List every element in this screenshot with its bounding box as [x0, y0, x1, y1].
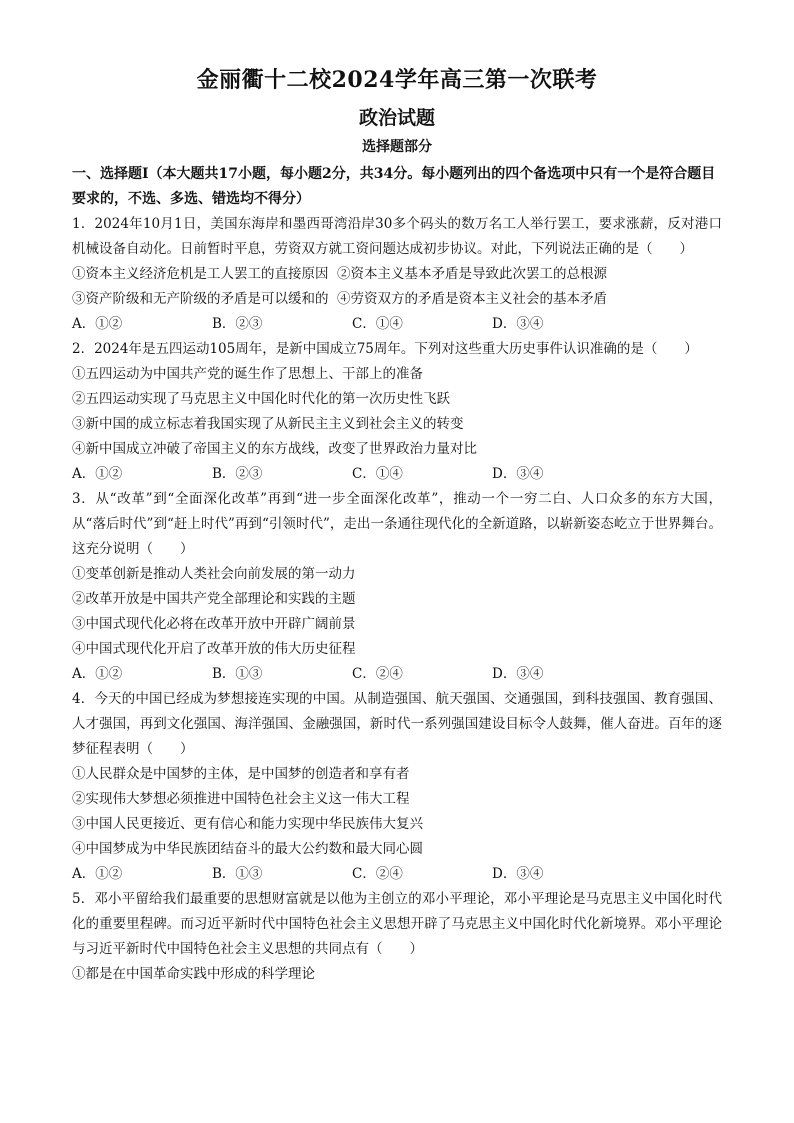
statement: ④中国梦成为中华民族团结奋斗的最大公约数和最大同心圆 — [72, 841, 423, 857]
subject-title: 政治试题 — [358, 107, 435, 129]
option-c[interactable]: C．①④ — [352, 466, 403, 482]
question-4 — [72, 687, 722, 887]
option-a[interactable]: A．①② — [72, 866, 123, 882]
option-c[interactable]: C．②④ — [352, 666, 403, 682]
statement-row — [72, 262, 722, 287]
statement: ①资本主义经济危机是工人罢工的直接原因 — [72, 266, 329, 282]
statement: ②资本主义基本矛盾是导致此次罢工的总根源 — [337, 266, 607, 282]
statement: ②改革开放是中国共产党全部理论和实践的主题 — [72, 591, 356, 607]
statement: ①五四运动为中国共产党的诞生作了思想上、干部上的准备 — [72, 366, 423, 382]
question-3 — [72, 487, 722, 687]
exam-page — [72, 66, 722, 987]
statement: ①人民群众是中国梦的主体，是中国梦的创造者和享有者 — [72, 766, 410, 782]
answer-options — [72, 312, 722, 337]
statement: ④劳资双方的矛盾是资本主义社会的基本矛盾 — [337, 291, 607, 307]
part-heading: 选择题部分 — [362, 139, 432, 155]
question-5 — [72, 887, 722, 987]
section-heading: 一、选择题Ⅰ（本大题共17小题，每小题2分，共34分。每小题列出的四个备选项中只有一个是符合题目要求的，不选、多选、错选均不得分） — [72, 166, 716, 207]
question-stem: 1．2024年10月1日，美国东海岸和墨西哥湾沿岸30多个码头的数万名工人举行罢工，要求涨薪，反对港口机械设备自动化。日前暂时平息，劳资双方就工资问题达成初步协议。对此，下列说法正确的是（ ） — [72, 216, 722, 257]
option-a[interactable]: A．①② — [72, 666, 123, 682]
option-b[interactable]: B．①③ — [212, 666, 263, 682]
exam-title: 金丽衢十二校2024学年高三第一次联考 — [196, 67, 598, 93]
option-a[interactable]: A．①② — [72, 316, 123, 332]
question-stem: 4．今天的中国已经成为梦想接连实现的中国。从制造强国、航天强国、交通强国，到科技强国、教育强国、人才强国，再到文化强国、海洋强国、金融强国，新时代一系列强国建设目标令人鼓舞，催人奋进。百年的逐梦征程表明（ ） — [72, 691, 722, 757]
statement: ④新中国成立冲破了帝国主义的东方战线，改变了世界政治力量对比 — [72, 441, 477, 457]
statement-row — [72, 287, 722, 312]
answer-options — [72, 462, 722, 487]
option-b[interactable]: B．②③ — [212, 466, 263, 482]
statement: ③资产阶级和无产阶级的矛盾是可以缓和的 — [72, 291, 329, 307]
option-d[interactable]: D．③④ — [492, 866, 544, 882]
option-d[interactable]: D．③④ — [492, 316, 544, 332]
statement: ④中国式现代化开启了改革开放的伟大历史征程 — [72, 641, 356, 657]
answer-options — [72, 662, 722, 687]
question-stem: 2．2024年是五四运动105周年，是新中国成立75周年。下列对这些重大历史事件认识准确的是（ ） — [72, 341, 698, 357]
option-a[interactable]: A．①② — [72, 466, 123, 482]
option-b[interactable]: B．①③ — [212, 866, 263, 882]
option-d[interactable]: D．③④ — [492, 666, 544, 682]
question-2 — [72, 337, 722, 487]
option-d[interactable]: D．③④ — [492, 466, 544, 482]
statement: ③新中国的成立标志着我国实现了从新民主主义到社会主义的转变 — [72, 416, 464, 432]
option-b[interactable]: B．②③ — [212, 316, 263, 332]
option-c[interactable]: C．①④ — [352, 316, 403, 332]
question-stem: 5．邓小平留给我们最重要的思想财富就是以他为主创立的邓小平理论，邓小平理论是马克思主义中国化时代化的重要里程碑。而习近平新时代中国特色社会主义思想开辟了马克思主义中国化时代化新境界。邓小平理论与习近平新时代中国特色社会主义思想的共同点有（ ） — [72, 891, 722, 957]
answer-options — [72, 862, 722, 887]
option-c[interactable]: C．②④ — [352, 866, 403, 882]
statement: ①变革创新是推动人类社会向前发展的第一动力 — [72, 566, 356, 582]
statement: ③中国人民更接近、更有信心和能力实现中华民族伟大复兴 — [72, 816, 423, 832]
question-stem: 3．从“改革”到“全面深化改革”再到“进一步全面深化改革”，推动一个一穷二白、人口众多的东方大国，从“落后时代”到“赶上时代”再到“引领时代”，走出一条通往现代化的全新道路，以崭新姿态屹立于世界舞台。这充分说明（ ） — [72, 491, 722, 557]
statement: ②实现伟大梦想必须推进中国特色社会主义这一伟大工程 — [72, 791, 410, 807]
statement: ②五四运动实现了马克思主义中国化时代化的第一次历史性飞跃 — [72, 391, 450, 407]
statement: ①都是在中国革命实践中形成的科学理论 — [72, 966, 315, 982]
question-1 — [72, 212, 722, 337]
statement: ③中国式现代化必将在改革开放中开辟广阔前景 — [72, 616, 356, 632]
